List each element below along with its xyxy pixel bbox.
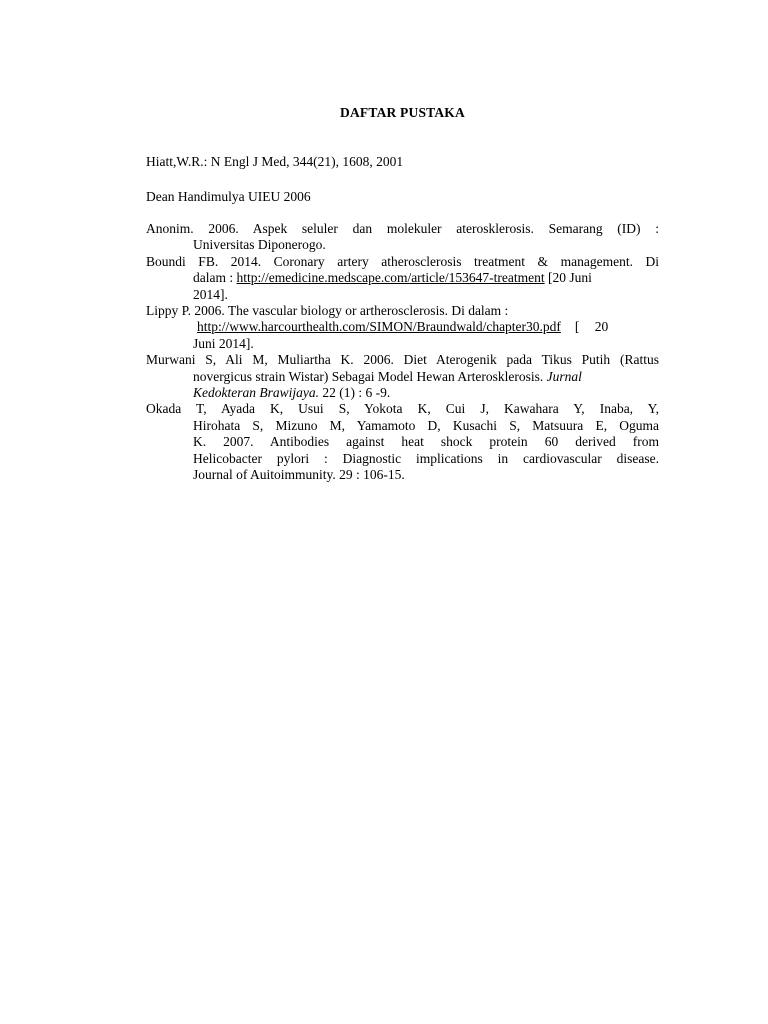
bibliography-page [146, 0, 659, 1024]
reference-boundi [146, 254, 659, 303]
reference-line: Juni 2014]. [193, 335, 254, 351]
reference-line: Journal of Auitoimmunity. 29 : 106-15. [193, 467, 405, 483]
reference-url-link[interactable]: http://www.harcourthealth.com/SIMON/Braundwald/chapter30.pdf [197, 319, 561, 335]
journal-name: Kedokteran Brawijaya. [193, 385, 319, 401]
reference-line [193, 369, 659, 385]
reference-line: Helicobacter pylori : Diagnostic implications in cardiovascular disease. [193, 450, 659, 466]
reference-dean: Dean Handimulya UIEU 2006 [146, 189, 311, 204]
page-title: DAFTAR PUSTAKA [340, 105, 465, 120]
reference-text: novergicus strain Wistar) Sebagai Model Hewan Arterosklerosis. [193, 368, 544, 384]
reference-line [193, 270, 659, 286]
reference-line: K. 2007. Antibodies against heat shock protein 60 derived from [193, 434, 659, 450]
journal-name: Jurnal [546, 368, 582, 384]
reference-line: Okada T, Ayada K, Usui S, Yokota K, Cui J, Kawahara Y, Inaba, Y, [146, 401, 659, 417]
reference-line: Murwani S, Ali M, Muliartha K. 2006. Diet Aterogenik pada Tikus Putih (Rattus [146, 352, 659, 368]
reference-hiatt: Hiatt,W.R.: N Engl J Med, 344(21), 1608, 2001 [146, 154, 404, 169]
reference-line: Hirohata S, Mizuno M, Yamamoto D, Kusachi S, Matsuura E, Oguma [193, 417, 659, 433]
reference-line: Lippy P. 2006. The vascular biology or artherosclerosis. Di dalam : [146, 303, 509, 319]
reference-line [193, 385, 659, 401]
reference-lippy [146, 303, 659, 352]
reference-line [193, 319, 659, 335]
reference-okada [146, 401, 659, 483]
reference-list [146, 221, 659, 484]
reference-text: dalam : [193, 270, 237, 286]
access-date: [20 Juni [548, 270, 592, 286]
reference-url-link[interactable]: http://emedicine.medscape.com/article/153647-treatment [236, 270, 545, 286]
journal-volume: 22 (1) : 6 -9. [318, 385, 391, 401]
reference-murwani [146, 352, 659, 401]
access-date: [ 20 [574, 319, 609, 335]
reference-line: 2014]. [193, 286, 228, 302]
reference-anonim [146, 221, 659, 254]
reference-line: Universitas Diponerogo. [193, 237, 326, 253]
reference-line: Anonim. 2006. Aspek seluler dan molekuler aterosklerosis. Semarang (ID) : [146, 221, 659, 236]
reference-line: Boundi FB. 2014. Coronary artery atherosclerosis treatment & management. Di [146, 253, 659, 269]
